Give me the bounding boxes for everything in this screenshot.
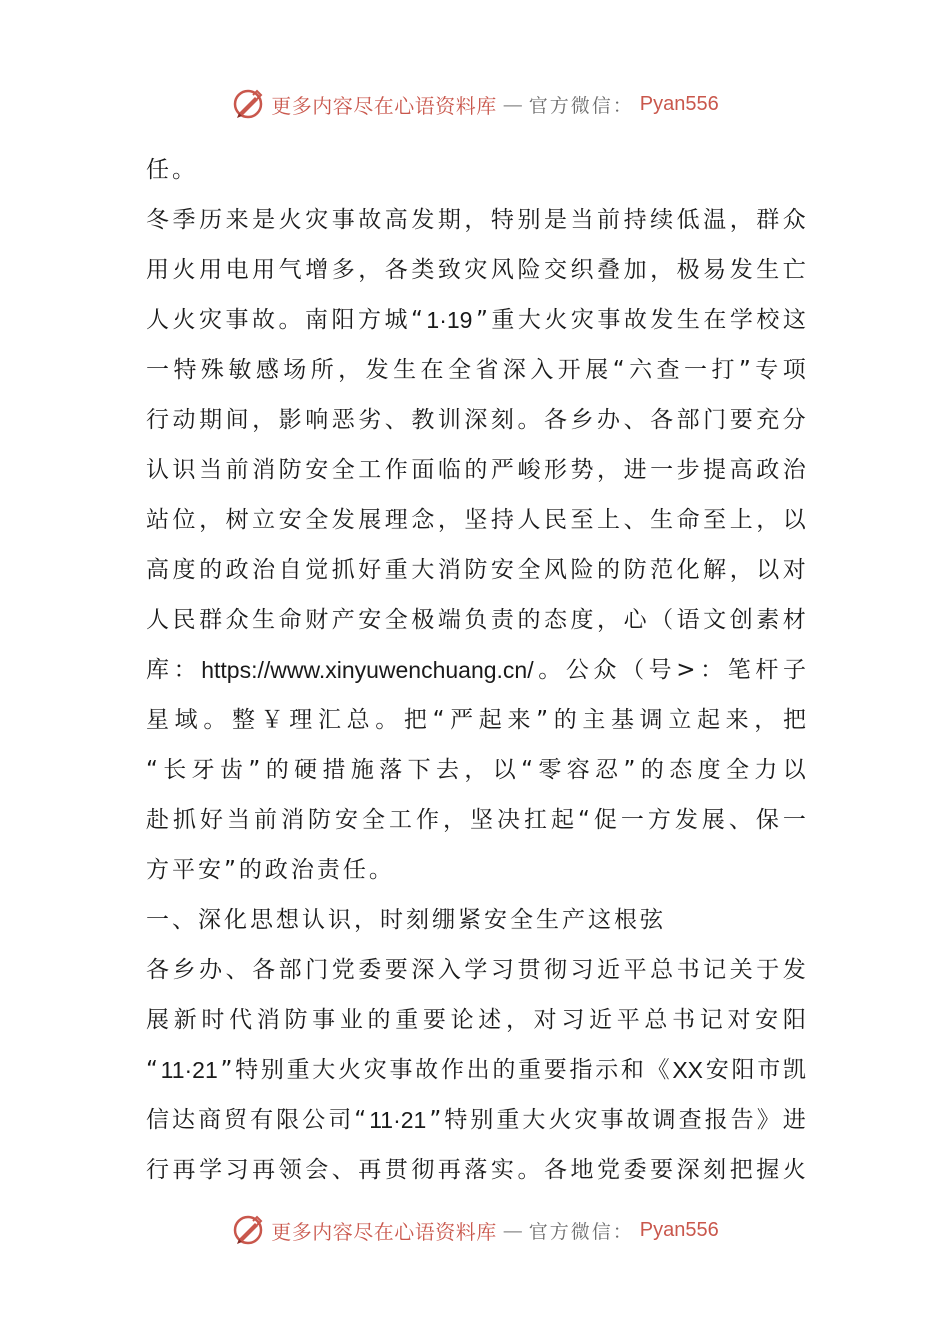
footer-wechat-id: Pyan556 xyxy=(639,1218,719,1241)
footer-brand-text: 更多内容尽在心语资料库 xyxy=(271,1219,497,1244)
header-separator: — xyxy=(502,92,523,116)
header-wechat-id: Pyan556 xyxy=(639,92,719,115)
body-line: 冬 季 历 来 是 火 灾 事 故 高 发 期 ， 特 别 是 当 前 持 续 低 温 ， 群 众 xyxy=(146,207,806,233)
body-line: 站 位 ， 树 立 安 全 发 展 理 念 ， 坚 持 人 民 至 上 、 生 命 至 上 ， 以 xyxy=(146,507,806,533)
body-line: 信 达 商 贸 有 限 公 司 “ 11·21 ” 特 别 重 大 火 灾 事 故 调 查 报 告 》 进 xyxy=(146,1107,806,1133)
body-line: 赴 抓 好 当 前 消 防 安 全 工 作 ， 坚 决 扛 起 “ 促 一 方 发 展 、 保 一 xyxy=(146,807,806,833)
body-line: “ 11·21 ” 特 别 重 大 火 灾 事 故 作 出 的 重 要 指 示 和 《 XX 安 阳 市 凯 xyxy=(146,1057,806,1083)
body-line: 行 动 期 间 ， 影 响 恶 劣 、 教 训 深 刻 。 各 乡 办 、 各 部 门 要 充 分 xyxy=(146,407,806,433)
body-line: 任。 xyxy=(146,157,198,183)
body-line: 一、深化思想认识，时刻绷紧安全生产这根弦 xyxy=(146,907,666,933)
body-line: 展 新 时 代 消 防 事 业 的 重 要 论 述 ， 对 习 近 平 总 书 记 对 安 阳 xyxy=(146,1007,806,1033)
body-line: 各 乡 办 、 各 部 门 党 委 要 深 入 学 习 贯 彻 习 近 平 总 书 记 关 于 发 xyxy=(146,957,806,983)
body-line: 人 民 群 众 生 命 财 产 安 全 极 端 负 责 的 态 度 ， 心 （ 语 文 创 素 材 xyxy=(146,607,806,633)
body-line: 一 特 殊 敏 感 场 所 ， 发 生 在 全 省 深 入 开 展 “ 六 查 一 打 ” 专 项 xyxy=(146,357,806,383)
body-line: 人 火 灾 事 故 。 南 阳 方 城 “ 1·19 ” 重 大 火 灾 事 故 发 生 在 学 校 这 xyxy=(146,307,806,333)
body-line: 方平安”的政治责任。 xyxy=(146,857,395,883)
body-line: 用 火 用 电 用 气 增 多 ， 各 类 致 灾 风 险 交 织 叠 加 ， 极 易 发 生 亡 xyxy=(146,257,806,283)
body-line: 高 度 的 政 治 自 觉 抓 好 重 大 消 防 安 全 风 险 的 防 范 化 解 ， 以 对 xyxy=(146,557,806,583)
page-header xyxy=(0,84,950,124)
pen-logo-icon xyxy=(231,87,265,121)
footer-wechat-label: 官方微信： xyxy=(528,1220,634,1243)
page-footer xyxy=(0,1210,950,1250)
body-line: 星 域 。 整 ￥ 理 汇 总 。 把 “ 严 起 来 ” 的 主 基 调 立 起 来 ， 把 xyxy=(146,707,806,733)
header-brand xyxy=(231,87,718,121)
body-line: 库 ： https://www.xinyuwenchuang.cn/ 。 公 众 （ 号 > ： 笔 杆 子 xyxy=(146,657,806,683)
body-line: 行 再 学 习 再 领 会 、 再 贯 彻 再 落 实 。 各 地 党 委 要 深 刻 把 握 火 xyxy=(146,1157,806,1183)
header-brand-text: 更多内容尽在心语资料库 xyxy=(271,93,497,118)
footer-separator: — xyxy=(502,1218,523,1242)
body-line: “ 长 牙 齿 ” 的 硬 措 施 落 下 去 ， 以 “ 零 容 忍 ” 的 态 度 全 力 以 xyxy=(146,757,806,783)
header-wechat-label: 官方微信： xyxy=(528,94,634,117)
pen-logo-icon xyxy=(231,1213,265,1247)
body-line: 认 识 当 前 消 防 安 全 工 作 面 临 的 严 峻 形 势 ， 进 一 步 提 高 政 治 xyxy=(146,457,806,483)
document-body xyxy=(146,145,806,1195)
footer-brand xyxy=(231,1213,718,1247)
